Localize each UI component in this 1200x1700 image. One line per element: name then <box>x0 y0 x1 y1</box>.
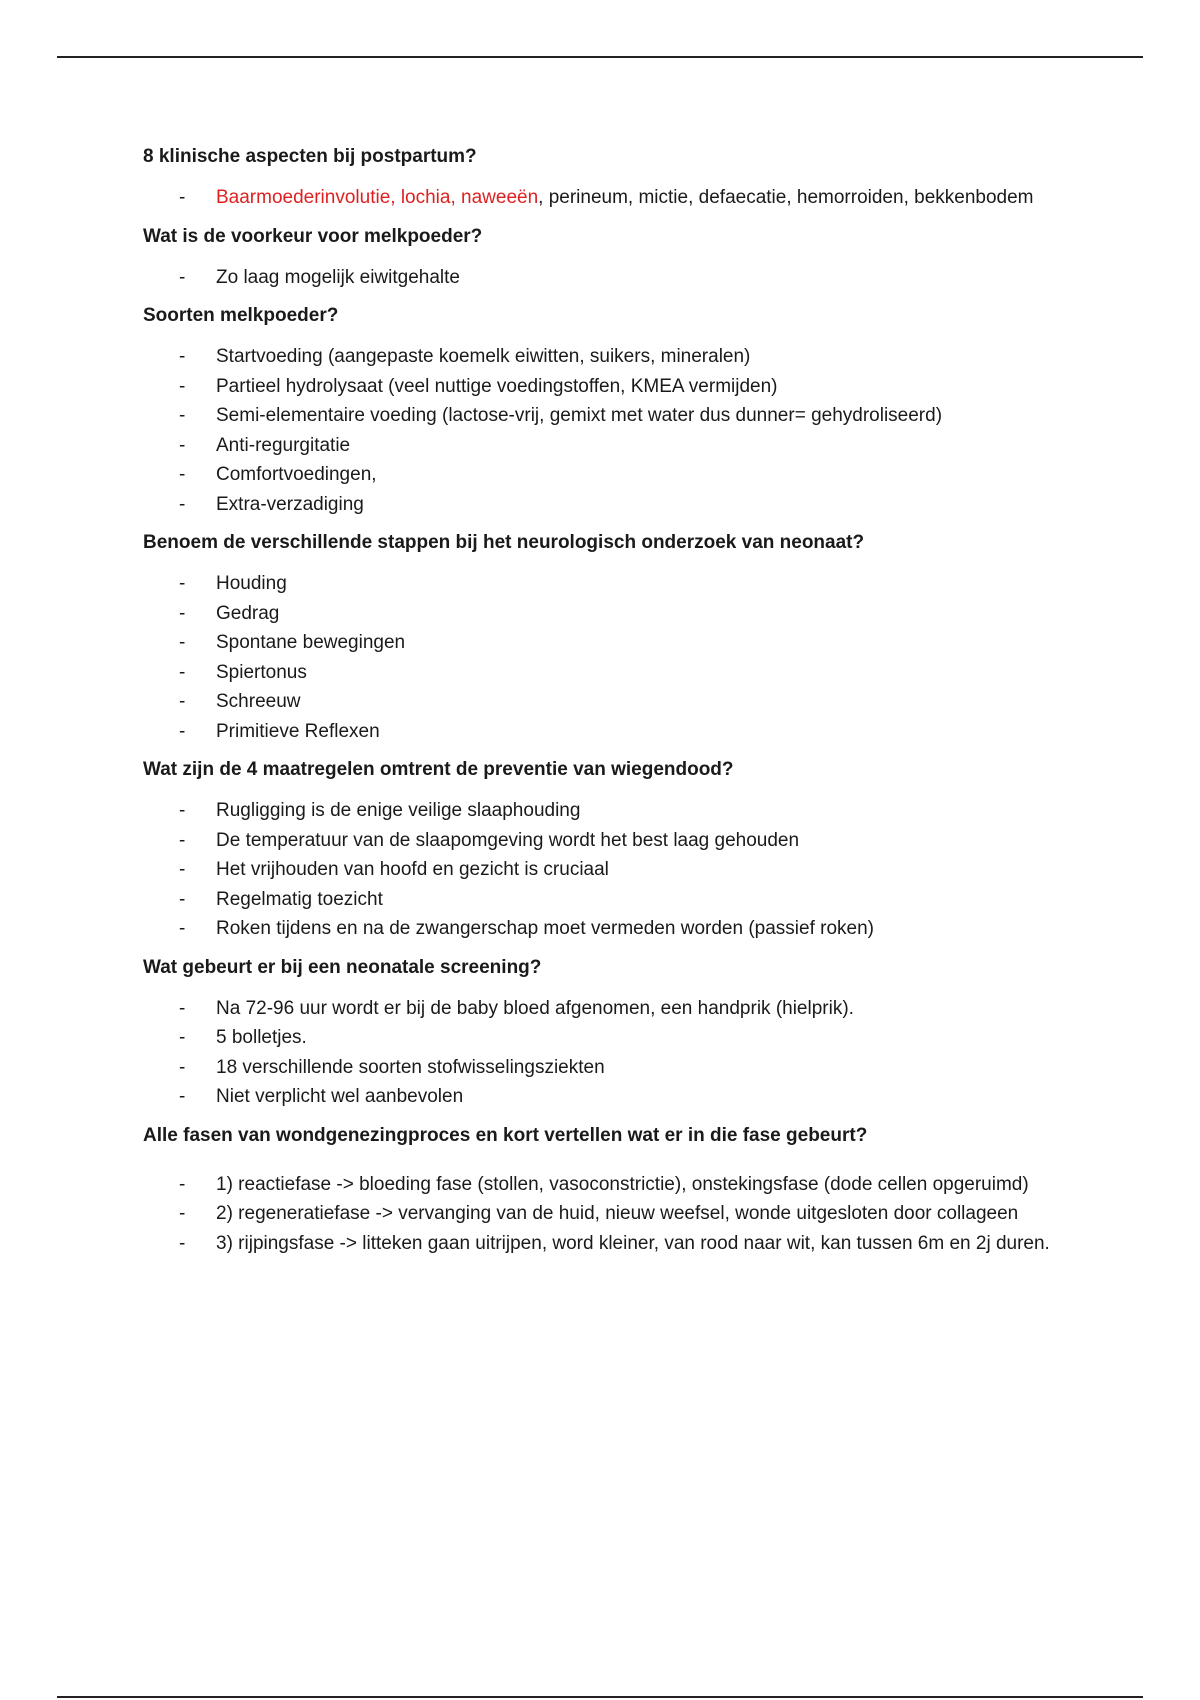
item-text: De temperatuur van de slaapomgeving wordt het best laag gehouden <box>216 829 800 851</box>
list-item <box>143 658 1083 688</box>
footer-rule <box>57 1696 1143 1698</box>
list-item <box>143 1023 1083 1053</box>
item-text: Zo laag mogelijk eiwitgehalte <box>216 266 460 288</box>
bullet-dash: - <box>179 1203 186 1224</box>
item-text: Niet verplicht wel aanbevolen <box>216 1086 464 1107</box>
section-soorten-melkpoeder <box>143 302 1083 519</box>
bullet-dash: - <box>179 493 186 515</box>
item-text: Na 72-96 uur wordt er bij de baby bloed afgenomen, een handprik (hielprik). <box>216 997 854 1019</box>
bullet-dash: - <box>179 187 186 208</box>
list-item <box>143 599 1083 629</box>
item-text: 5 bolletjes. <box>216 1027 307 1048</box>
bullet-dash: - <box>179 691 186 712</box>
header-rule <box>57 56 1143 58</box>
question-heading: 8 klinische aspecten bij postpartum? <box>143 146 477 167</box>
bullet-dash: - <box>179 405 186 426</box>
item-text: Semi-elementaire voeding (lactose-vrij, gemixt met water dus dunner= gehydroliseerd) <box>216 405 943 426</box>
highlighted-text: Baarmoederinvolutie, lochia, naweeën <box>216 187 539 208</box>
item-text: Spontane bewegingen <box>216 632 406 653</box>
answer-list <box>143 569 1083 746</box>
item-text: 1) reactiefase -> bloeding fase (stollen, vasoconstrictie), onstekingsfase (dode cellen opgeruimd) <box>216 1173 1029 1195</box>
list-item <box>143 342 1083 372</box>
list-item <box>143 1199 1083 1229</box>
list-item <box>143 1229 1083 1259</box>
bullet-dash: - <box>179 464 186 485</box>
bullet-dash: - <box>179 632 186 653</box>
list-item <box>143 855 1083 885</box>
list-item <box>143 885 1083 915</box>
bullet-dash: - <box>179 888 186 910</box>
item-text: Het vrijhouden van hoofd en gezicht is cruciaal <box>216 859 609 880</box>
bullet-dash: - <box>179 800 186 821</box>
question-heading: Wat gebeurt er bij een neonatale screening? <box>143 956 542 978</box>
bullet-dash: - <box>179 434 186 456</box>
bullet-dash: - <box>179 1086 186 1107</box>
bullet-dash: - <box>179 346 186 367</box>
bullet-dash: - <box>179 1232 186 1254</box>
list-item <box>143 431 1083 461</box>
question-heading: Wat zijn de 4 maatregelen omtrent de preventie van wiegendood? <box>143 759 734 780</box>
answer-list <box>143 796 1083 944</box>
list-item <box>143 994 1083 1024</box>
bullet-dash: - <box>179 375 186 397</box>
answer-list <box>143 1170 1083 1259</box>
bullet-dash: - <box>179 997 186 1019</box>
item-text: Extra-verzadiging <box>216 493 364 515</box>
question-heading: Alle fasen van wondgenezingproces en kort vertellen wat er in die fase gebeurt? <box>143 1124 868 1146</box>
bullet-dash: - <box>179 859 186 880</box>
bullet-dash: - <box>179 266 186 288</box>
list-item <box>143 1170 1083 1200</box>
section-wiegendood <box>143 756 1083 944</box>
list-item <box>143 687 1083 717</box>
list-item <box>143 1082 1083 1112</box>
list-item <box>143 717 1083 747</box>
item-text: Houding <box>216 573 287 594</box>
item-text: Rugligging is de enige veilige slaaphouding <box>216 800 581 821</box>
section-postpartum <box>143 143 1083 213</box>
section-neurologisch-onderzoek <box>143 529 1083 746</box>
item-text: Anti-regurgitatie <box>216 434 351 456</box>
question-heading: Soorten melkpoeder? <box>143 305 339 326</box>
bullet-dash: - <box>179 661 186 683</box>
item-text: 3) rijpingsfase -> litteken gaan uitrijpen, word kleiner, van rood naar wit, kan tussen 6m en 2j duren. <box>216 1232 1050 1254</box>
list-item <box>143 628 1083 658</box>
bullet-dash: - <box>179 1173 186 1195</box>
list-item <box>143 796 1083 826</box>
bullet-dash: - <box>179 602 186 624</box>
bullet-dash: - <box>179 720 186 742</box>
item-text: Regelmatig toezicht <box>216 888 383 910</box>
item-text: Schreeuw <box>216 691 301 712</box>
list-item <box>143 826 1083 856</box>
list-item <box>143 372 1083 402</box>
bullet-dash: - <box>179 1027 186 1048</box>
bullet-dash: - <box>179 573 186 594</box>
item-text: Partieel hydrolysaat (veel nuttige voedingstoffen, KMEA vermijden) <box>216 375 778 397</box>
answer-list <box>143 183 1083 213</box>
section-melkpoeder-voorkeur <box>143 223 1083 293</box>
bullet-dash: - <box>179 1056 186 1078</box>
item-text: 2) regeneratiefase -> vervanging van de huid, nieuw weefsel, wonde uitgesloten door collageen <box>216 1203 1019 1224</box>
list-item <box>143 569 1083 599</box>
answer-list <box>143 994 1083 1112</box>
list-item <box>143 490 1083 520</box>
question-heading: Wat is de voorkeur voor melkpoeder? <box>143 225 483 247</box>
list-item <box>143 183 1083 213</box>
item-text: Comfortvoedingen, <box>216 464 377 485</box>
question-heading: Benoem de verschillende stappen bij het neurologisch onderzoek van neonaat? <box>143 532 865 553</box>
list-item <box>143 460 1083 490</box>
item-text: Gedrag <box>216 602 280 624</box>
item-text: 18 verschillende soorten stofwisselingsziekten <box>216 1056 605 1078</box>
answer-list <box>143 342 1083 519</box>
bullet-dash: - <box>179 829 186 851</box>
item-text: Startvoeding (aangepaste koemelk eiwitten, suikers, mineralen) <box>216 346 751 367</box>
item-text: , perineum, mictie, defaecatie, hemorroiden, bekkenbodem <box>538 187 1034 208</box>
document-body <box>143 143 1083 1268</box>
list-item <box>143 401 1083 431</box>
answer-list <box>143 263 1083 293</box>
list-item <box>143 914 1083 944</box>
section-neonatale-screening <box>143 954 1083 1112</box>
section-wondgenezing <box>143 1122 1083 1259</box>
list-item <box>143 263 1083 293</box>
item-text: Primitieve Reflexen <box>216 720 380 742</box>
item-text: Roken tijdens en na de zwangerschap moet vermeden worden (passief roken) <box>216 918 874 939</box>
list-item <box>143 1053 1083 1083</box>
item-text: Spiertonus <box>216 661 307 683</box>
bullet-dash: - <box>179 918 186 939</box>
